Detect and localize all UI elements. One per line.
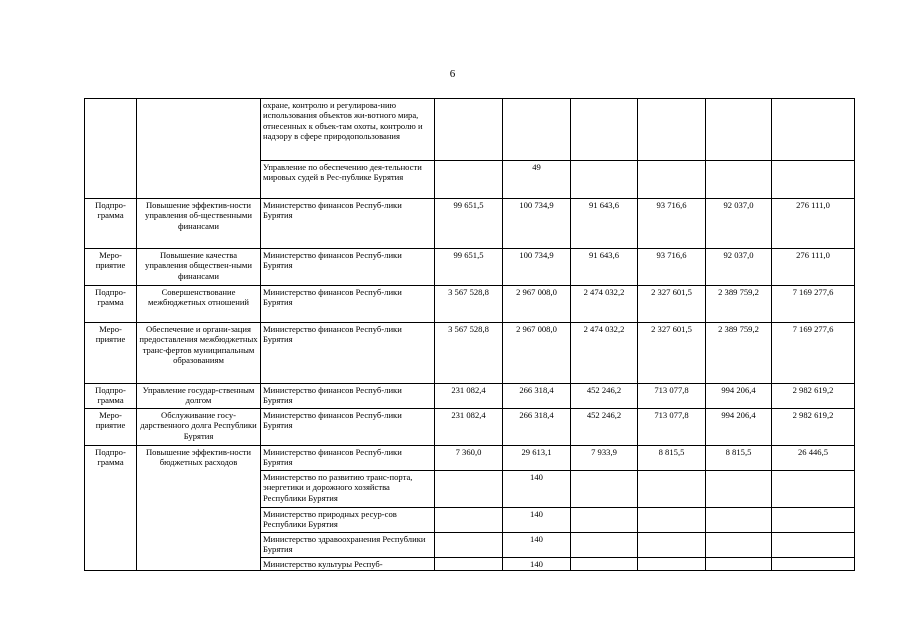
value-cell: 276 111,0 [772, 199, 855, 249]
value-cell [435, 471, 503, 508]
value-cell: 452 246,2 [571, 409, 638, 446]
value-cell [571, 508, 638, 533]
program-name-cell: Повышение эффектив-ности управления об-щественными финансами [137, 199, 261, 249]
row-type-cell: Подпро-грамма [85, 286, 137, 323]
executor-cell: Министерство финансов Респуб-лики Бурятия [261, 249, 435, 286]
value-cell [571, 161, 638, 199]
value-cell [772, 533, 855, 558]
value-cell [571, 533, 638, 558]
value-cell: 266 318,4 [503, 409, 571, 446]
value-cell [638, 558, 706, 571]
value-cell: 2 967 008,0 [503, 323, 571, 384]
value-cell [571, 471, 638, 508]
value-cell [706, 558, 772, 571]
value-cell [772, 471, 855, 508]
value-cell [772, 558, 855, 571]
row-type-cell: Меро-приятие [85, 249, 137, 286]
value-cell: 99 651,5 [435, 249, 503, 286]
program-name-cell: Управление государ-ственным долгом [137, 384, 261, 409]
value-cell: 7 169 277,6 [772, 286, 855, 323]
value-cell: 29 613,1 [503, 446, 571, 471]
value-cell: 26 446,5 [772, 446, 855, 471]
executor-cell: Министерство финансов Респуб-лики Бурятия [261, 409, 435, 446]
value-cell [435, 508, 503, 533]
value-cell [706, 508, 772, 533]
table-row [85, 199, 855, 249]
value-cell: 2 967 008,0 [503, 286, 571, 323]
value-cell [435, 533, 503, 558]
table-row [85, 384, 855, 409]
executor-cell: Министерство финансов Респуб-лики Бурятия [261, 286, 435, 323]
value-cell: 994 206,4 [706, 384, 772, 409]
value-cell: 93 716,6 [638, 199, 706, 249]
value-cell [638, 161, 706, 199]
value-cell [638, 471, 706, 508]
executor-cell: Министерство финансов Респуб-лики Бурятия [261, 384, 435, 409]
value-cell: 140 [503, 471, 571, 508]
program-name-cell [137, 99, 261, 199]
value-cell [706, 471, 772, 508]
value-cell: 140 [503, 508, 571, 533]
executor-cell: охране, контролю и регулирова-нию использования объектов жи-вотного мира, отнесенных к объек-там охоты, контролю и надзору в сфере природопользования [261, 99, 435, 161]
value-cell [638, 99, 706, 161]
value-cell: 7 169 277,6 [772, 323, 855, 384]
program-name-cell: Повышение эффектив-ности бюджетных расходов [137, 446, 261, 571]
row-type-cell: Подпро-грамма [85, 199, 137, 249]
executor-cell: Министерство природных ресур-сов Республики Бурятия [261, 508, 435, 533]
value-cell: 140 [503, 558, 571, 571]
value-cell: 7 933,9 [571, 446, 638, 471]
table-row [85, 409, 855, 446]
value-cell: 2 982 619,2 [772, 409, 855, 446]
value-cell: 100 734,9 [503, 249, 571, 286]
program-name-cell: Повышение качества управления обществен-ными финансами [137, 249, 261, 286]
value-cell [638, 508, 706, 533]
value-cell: 2 389 759,2 [706, 323, 772, 384]
value-cell [571, 99, 638, 161]
value-cell: 49 [503, 161, 571, 199]
value-cell: 100 734,9 [503, 199, 571, 249]
value-cell: 2 474 032,2 [571, 286, 638, 323]
value-cell: 231 082,4 [435, 384, 503, 409]
value-cell [772, 508, 855, 533]
value-cell [706, 161, 772, 199]
executor-cell: Министерство культуры Респуб- [261, 558, 435, 571]
executor-cell: Управление по обеспечению дея-тельности мировых судей в Рес-публике Бурятия [261, 161, 435, 199]
value-cell: 2 327 601,5 [638, 323, 706, 384]
value-cell [435, 161, 503, 199]
program-name-cell: Обслуживание госу-дарственного долга Республики Бурятия [137, 409, 261, 446]
value-cell [706, 533, 772, 558]
value-cell: 3 567 528,8 [435, 286, 503, 323]
page-number: 6 [449, 68, 456, 80]
value-cell: 266 318,4 [503, 384, 571, 409]
row-type-cell: Меро-приятие [85, 323, 137, 384]
executor-cell: Министерство финансов Респуб-лики Бурятия [261, 199, 435, 249]
table-row [85, 286, 855, 323]
value-cell [772, 99, 855, 161]
executor-cell: Министерство финансов Респуб-лики Бурятия [261, 446, 435, 471]
row-type-cell [85, 99, 137, 199]
value-cell: 99 651,5 [435, 199, 503, 249]
value-cell: 994 206,4 [706, 409, 772, 446]
value-cell [435, 558, 503, 571]
value-cell: 231 082,4 [435, 409, 503, 446]
table-row [85, 249, 855, 286]
value-cell: 7 360,0 [435, 446, 503, 471]
executor-cell: Министерство финансов Респуб-лики Бурятия [261, 323, 435, 384]
executor-cell: Министерство по развитию транс-порта, энергетики и дорожного хозяйства Республики Бурятия [261, 471, 435, 508]
value-cell: 92 037,0 [706, 249, 772, 286]
value-cell [435, 99, 503, 161]
row-type-cell: Подпро-грамма [85, 384, 137, 409]
value-cell: 2 389 759,2 [706, 286, 772, 323]
value-cell: 276 111,0 [772, 249, 855, 286]
value-cell: 8 815,5 [638, 446, 706, 471]
value-cell: 91 643,6 [571, 199, 638, 249]
table-row [85, 99, 855, 161]
table-row [85, 446, 855, 471]
value-cell: 2 474 032,2 [571, 323, 638, 384]
value-cell: 452 246,2 [571, 384, 638, 409]
value-cell [571, 558, 638, 571]
budget-table [84, 98, 855, 571]
program-name-cell: Совершенствование межбюджетных отношений [137, 286, 261, 323]
row-type-cell: Подпро-грамма [85, 446, 137, 571]
value-cell [772, 161, 855, 199]
value-cell: 92 037,0 [706, 199, 772, 249]
program-name-cell: Обеспечение и органи-зация предоставления межбюджетных транс-фертов муниципальным образованиям [137, 323, 261, 384]
row-type-cell: Меро-приятие [85, 409, 137, 446]
value-cell: 713 077,8 [638, 409, 706, 446]
value-cell: 2 327 601,5 [638, 286, 706, 323]
value-cell: 2 982 619,2 [772, 384, 855, 409]
value-cell: 713 077,8 [638, 384, 706, 409]
value-cell [503, 99, 571, 161]
value-cell [638, 533, 706, 558]
value-cell: 91 643,6 [571, 249, 638, 286]
table-row [85, 323, 855, 384]
value-cell: 140 [503, 533, 571, 558]
value-cell: 3 567 528,8 [435, 323, 503, 384]
value-cell [706, 99, 772, 161]
value-cell: 93 716,6 [638, 249, 706, 286]
value-cell: 8 815,5 [706, 446, 772, 471]
budget-table-body [85, 99, 855, 571]
executor-cell: Министерство здравоохранения Республики Бурятия [261, 533, 435, 558]
